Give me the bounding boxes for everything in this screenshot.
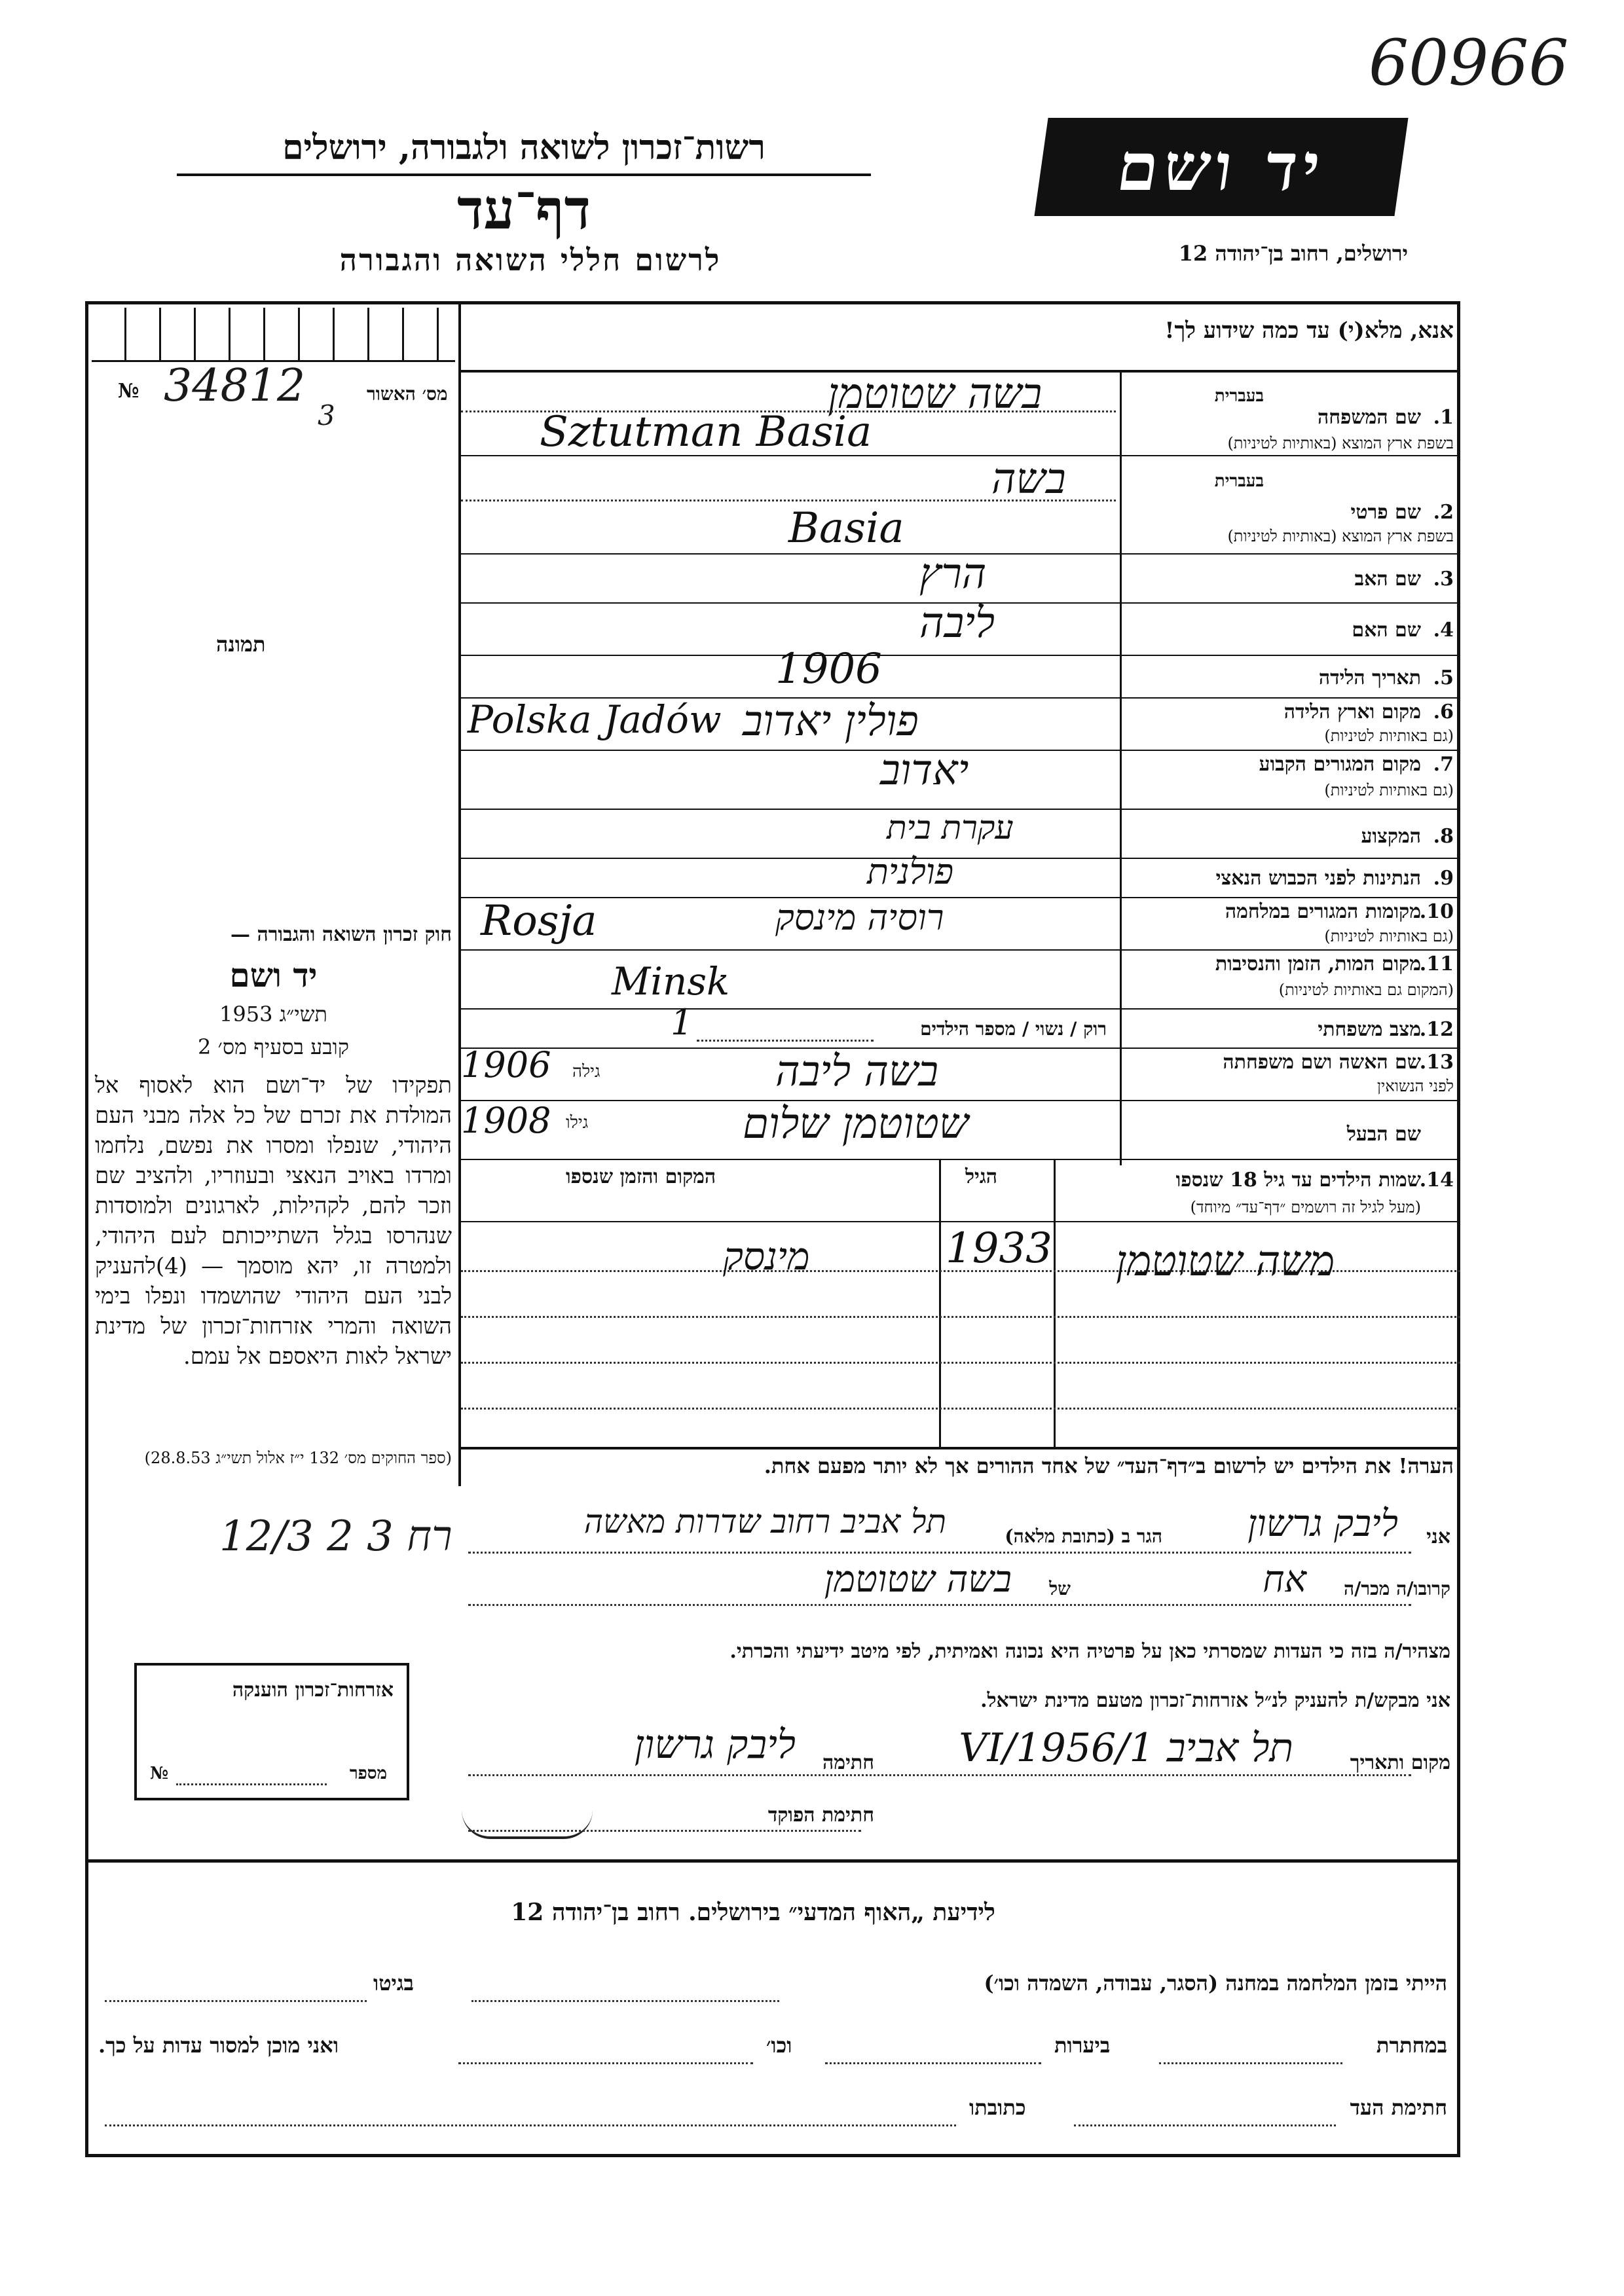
children-count: 1 xyxy=(671,1002,693,1043)
field-row-residence xyxy=(461,746,1460,810)
field-value: בשה ליבה xyxy=(775,1048,939,1096)
field-value: הרץ xyxy=(919,550,987,598)
field-num: 9. xyxy=(1433,867,1454,890)
citizenship-no-prefix: № xyxy=(150,1764,169,1783)
field-value-latin: Sztutman Basia xyxy=(540,408,872,456)
citizenship-number-label: מספר xyxy=(349,1764,387,1783)
field-row-wartime-residence xyxy=(461,897,1460,951)
law-source: (ספר החוקים מס׳ 132 י״ז אלול תשי״ג 28.8.53) xyxy=(144,1449,452,1467)
bottom-underground-fill xyxy=(1159,2062,1342,2064)
field-num: 11. xyxy=(1419,953,1454,975)
field-num: 4. xyxy=(1433,619,1454,642)
field-sub: לפני הנשואין xyxy=(1376,1077,1454,1095)
field-value: פולין יאדוב xyxy=(743,697,919,746)
org-line: רשות־זכרון לשואה ולגבורה, ירושלים xyxy=(282,128,766,168)
bottom-ghetto-fill xyxy=(105,2000,367,2002)
declaration-line-2 xyxy=(468,1604,1411,1606)
law-body: תפקידו של יד־ושם הוא לאסוף אל המולדת את זכרם של כל אלה מבני העם היהודי, שנפלו ומסרו את נפשם, נלחמו ומרדו באויב הנאצי ובעוזריו, ולהציב שם וזכר להם, לקהילות, לארגונים ולמוסדות שנהרסו בגלל השתייכותם לעם היהודי, ולמטרה זו, יהא מוסמך — (4)להעניק לבני העם היהודי שהושמדו ונפלו בימי השואה והמרי אזרחות־זכרון של מדינת ישראל לאות היאספם אל עמם. xyxy=(95,1072,452,1370)
children-row-line xyxy=(461,1362,1460,1364)
field-sub: (גם באותיות לטיניות) xyxy=(1324,781,1454,799)
field-line xyxy=(461,500,1116,501)
field-tag: בעברית xyxy=(1214,386,1264,406)
bottom-address-fill xyxy=(105,2124,956,2126)
field-num: 7. xyxy=(1433,753,1454,776)
child-place: מינסק xyxy=(723,1234,810,1279)
field-value: 1906 xyxy=(775,645,882,693)
bottom-willing: ואני מוכן למסור עדות על כך. xyxy=(98,2033,339,2058)
photo-label: תמונה xyxy=(216,632,266,657)
declaration-relation-label: קרובו/ה מכר/ה xyxy=(1343,1578,1450,1599)
registration-number: 34812 xyxy=(164,360,306,412)
field-value-latin: Basia xyxy=(788,504,904,553)
field-row-family-name xyxy=(461,370,1460,456)
bottom-witness-signature: חתימת העד xyxy=(1350,2095,1447,2120)
law-name: יד ושם xyxy=(229,956,318,994)
bottom-etc: וכו׳ xyxy=(766,2033,792,2058)
field-num: 12. xyxy=(1419,1018,1454,1041)
children-col-divider-2 xyxy=(1054,1159,1056,1447)
field-value: שטוטמן שלום xyxy=(743,1100,969,1148)
field-num: 6. xyxy=(1433,701,1454,723)
field-label: שם פרטי xyxy=(1350,501,1421,524)
field-label: שם האשה ושם משפחתה xyxy=(1223,1051,1421,1074)
field-row-birth-date xyxy=(461,645,1460,699)
field-row-occupation xyxy=(461,809,1460,859)
wife-age: 1906 xyxy=(461,1044,551,1085)
declaration-place-date-value: תל אביב 1/VI/1956 xyxy=(959,1725,1293,1771)
declaration-line-4 xyxy=(468,1830,861,1832)
children-col-divider-1 xyxy=(939,1159,941,1447)
bottom-notice: לידיעת „האוף המדעי״ בירושלים. רחוב בן־יהודה 12 xyxy=(511,1899,995,1926)
child-name: משה שטוטמן xyxy=(1116,1237,1335,1286)
field-label: תאריך הלידה xyxy=(1318,666,1421,689)
children-row-line xyxy=(461,1316,1460,1318)
field-value: פולנית xyxy=(867,851,954,892)
children-section xyxy=(461,1159,1460,1449)
declaration-signature-label: חתימה xyxy=(822,1751,874,1774)
field-label: המקצוע xyxy=(1361,825,1421,848)
children-col-place: המקום והזמן שנספו xyxy=(566,1165,716,1188)
children-sub: (מעל לגיל זה רושמים ״דף־עד״ מיוחד) xyxy=(1190,1198,1421,1216)
field-value: Minsk xyxy=(612,959,730,1004)
field-label: מצב משפחתי xyxy=(1318,1018,1421,1041)
citizenship-number-line xyxy=(176,1783,327,1785)
children-row-line xyxy=(461,1408,1460,1410)
yad-vashem-logo xyxy=(1034,118,1408,216)
bottom-line1-fill xyxy=(471,2000,779,2002)
field-row-husband xyxy=(461,1100,1460,1160)
declaration-of-label: של xyxy=(1049,1578,1071,1599)
citizenship-title: אזרחות־זכרון הוענקה xyxy=(232,1679,394,1702)
bottom-forests: ביערות xyxy=(1054,2033,1111,2058)
bottom-line1: הייתי בזמן המלחמה במחנה (הסגר, עבודה, השמדה וכו׳) xyxy=(984,1971,1447,1995)
field-label: מקום המגורים הקבוע xyxy=(1259,753,1421,776)
form-title: דף־עד xyxy=(456,177,591,242)
field-value: עקרת בית xyxy=(887,809,1014,847)
field-sub: (המקום גם באותיות לטיניות) xyxy=(1278,981,1454,999)
field-num: 13. xyxy=(1419,1051,1454,1074)
declaration-request: אני מבקש/ת להעניק לנ״ל אזרחות־זכרון מטעם מדינת ישראל. xyxy=(980,1689,1450,1712)
field-num: 1. xyxy=(1433,406,1454,429)
registration-no-prefix: № xyxy=(118,380,139,403)
children-num: 14. xyxy=(1419,1169,1454,1192)
field-value: רוסיה מינסק xyxy=(775,897,944,938)
declaration-of-value: בשה שטוטמן xyxy=(824,1558,1012,1601)
declaration-line-1 xyxy=(468,1552,1411,1554)
field-num: 10. xyxy=(1419,900,1454,923)
field-label: מקום המות, הזמן והנסיבות xyxy=(1215,953,1421,975)
field-row-citizenship xyxy=(461,851,1460,898)
children-note: הערה! את הילדים יש לרשום ב״דף־העד״ של אחד ההורים אך לא יותר מפעם אחת. xyxy=(764,1453,1454,1478)
field-row-father-name xyxy=(461,550,1460,604)
bottom-address: כתובתו xyxy=(969,2095,1026,2120)
children-count-line xyxy=(697,1040,874,1042)
field-sub: (גם באותיות לטיניות) xyxy=(1324,927,1454,945)
field-label: שם המשפחה xyxy=(1317,406,1421,429)
field-num: 8. xyxy=(1433,825,1454,848)
field-row-birth-place xyxy=(461,697,1460,751)
instruction: אנא, מלא(י) עד כמה שידוע לך! xyxy=(1164,318,1454,344)
children-header-underline xyxy=(461,1221,1460,1222)
declaration-resides-label: הגר ב (כתובת מלאה) xyxy=(1005,1525,1162,1547)
field-row-marital-status xyxy=(461,1002,1460,1049)
logo-text: יד ושם xyxy=(1112,128,1331,206)
field-row-death xyxy=(461,949,1460,1010)
child-age: 1933 xyxy=(946,1224,1052,1273)
law-clause: קובע בסעיף מס׳ 2 xyxy=(198,1034,349,1059)
registration-box xyxy=(92,308,455,439)
wife-age-label: גילה xyxy=(572,1062,600,1082)
marital-status-options: רוק / נשוי / מספר הילדים xyxy=(920,1018,1107,1040)
bottom-etc-fill xyxy=(458,2062,753,2064)
declaration-signature-value: ליבק גרשון xyxy=(634,1722,796,1768)
field-num: 2. xyxy=(1433,501,1454,524)
bottom-divider xyxy=(85,1859,1460,1863)
children-label: שמות הילדים עד גיל 18 שנספו xyxy=(1175,1169,1421,1192)
husband-age-label: גילו xyxy=(566,1113,589,1133)
declaration-i-value: ליבק גרשון xyxy=(1247,1503,1398,1545)
field-value: ליבה xyxy=(919,599,995,647)
field-value: בשה xyxy=(991,455,1066,503)
header-address: ירושלים, רחוב בן־יהודה 12 xyxy=(1178,241,1408,266)
bottom-ghetto: בגיטו xyxy=(373,1971,414,1995)
bottom-witness-fill xyxy=(1074,2124,1336,2126)
field-value: יאדוב xyxy=(880,746,969,795)
declaration-relation-value: אח xyxy=(1263,1558,1306,1601)
field-value-latin: Polska Jadów xyxy=(468,697,722,742)
declaration-resides-value: תל אביב רחוב שדרות מאשה xyxy=(583,1503,946,1540)
field-sub: בשפת ארץ המוצא (באותיות לטיניות) xyxy=(1227,434,1454,452)
declaration-statement: מצהיר/ה בזה כי העדות שמסרתי כאן על פרטיה היא נכונה ואמיתית, לפי מיטב ידיעתי והכרתי. xyxy=(729,1640,1450,1663)
org-underline xyxy=(177,173,871,176)
declaration-line-3 xyxy=(468,1774,1411,1776)
citizenship-box xyxy=(134,1663,409,1800)
field-row-first-name xyxy=(461,455,1460,555)
archive-number: 60966 xyxy=(1369,26,1569,100)
field-row-mother-name xyxy=(461,599,1460,656)
field-line xyxy=(461,410,1116,412)
field-label: שם האם xyxy=(1352,619,1421,642)
bottom-underground: במחתרת xyxy=(1376,2033,1447,2058)
field-num: 3. xyxy=(1433,568,1454,591)
law-title: חוק זכרון השואה והגבורה — xyxy=(231,923,452,946)
field-sub: (גם באותיות לטיניות) xyxy=(1324,727,1454,745)
form-subtitle: לרשום חללי השואה והגבורה xyxy=(339,242,722,278)
field-label: שם האב xyxy=(1354,568,1421,591)
declaration-place-date-label: מקום ותאריך xyxy=(1350,1751,1450,1774)
field-row-wife xyxy=(461,1044,1460,1101)
field-label: שם הבעל xyxy=(1346,1123,1421,1146)
field-value-latin: Rosja xyxy=(481,897,597,945)
field-label: מקום וארץ הלידה xyxy=(1283,701,1421,723)
bottom-forests-fill xyxy=(825,2062,1041,2064)
field-tag: בעברית xyxy=(1214,471,1264,491)
declaration-official-label: חתימת הפוקד xyxy=(767,1804,874,1827)
registration-sub-number: 3 xyxy=(318,399,335,431)
registration-tick-strip xyxy=(92,308,455,362)
law-year: תשי״ג 1953 xyxy=(219,1002,327,1027)
declaration-i-label: אני xyxy=(1426,1525,1450,1548)
field-value: בשה שטוטמן xyxy=(828,370,1043,418)
field-label: הנתינות לפני הכבוש הנאצי xyxy=(1215,867,1421,890)
official-signature-mark xyxy=(462,1810,593,1839)
children-col-age: הגיל xyxy=(965,1165,998,1188)
field-num: 5. xyxy=(1433,666,1454,689)
field-sub: בשפת ארץ המוצא (באותיות לטיניות) xyxy=(1227,527,1454,545)
registration-confirm-label: מס׳ האשור xyxy=(367,383,448,405)
margin-note: 12/3 רח 3 2 xyxy=(219,1512,452,1561)
field-label: מקומות המגורים במלחמה xyxy=(1225,900,1421,923)
husband-age: 1908 xyxy=(461,1100,551,1141)
